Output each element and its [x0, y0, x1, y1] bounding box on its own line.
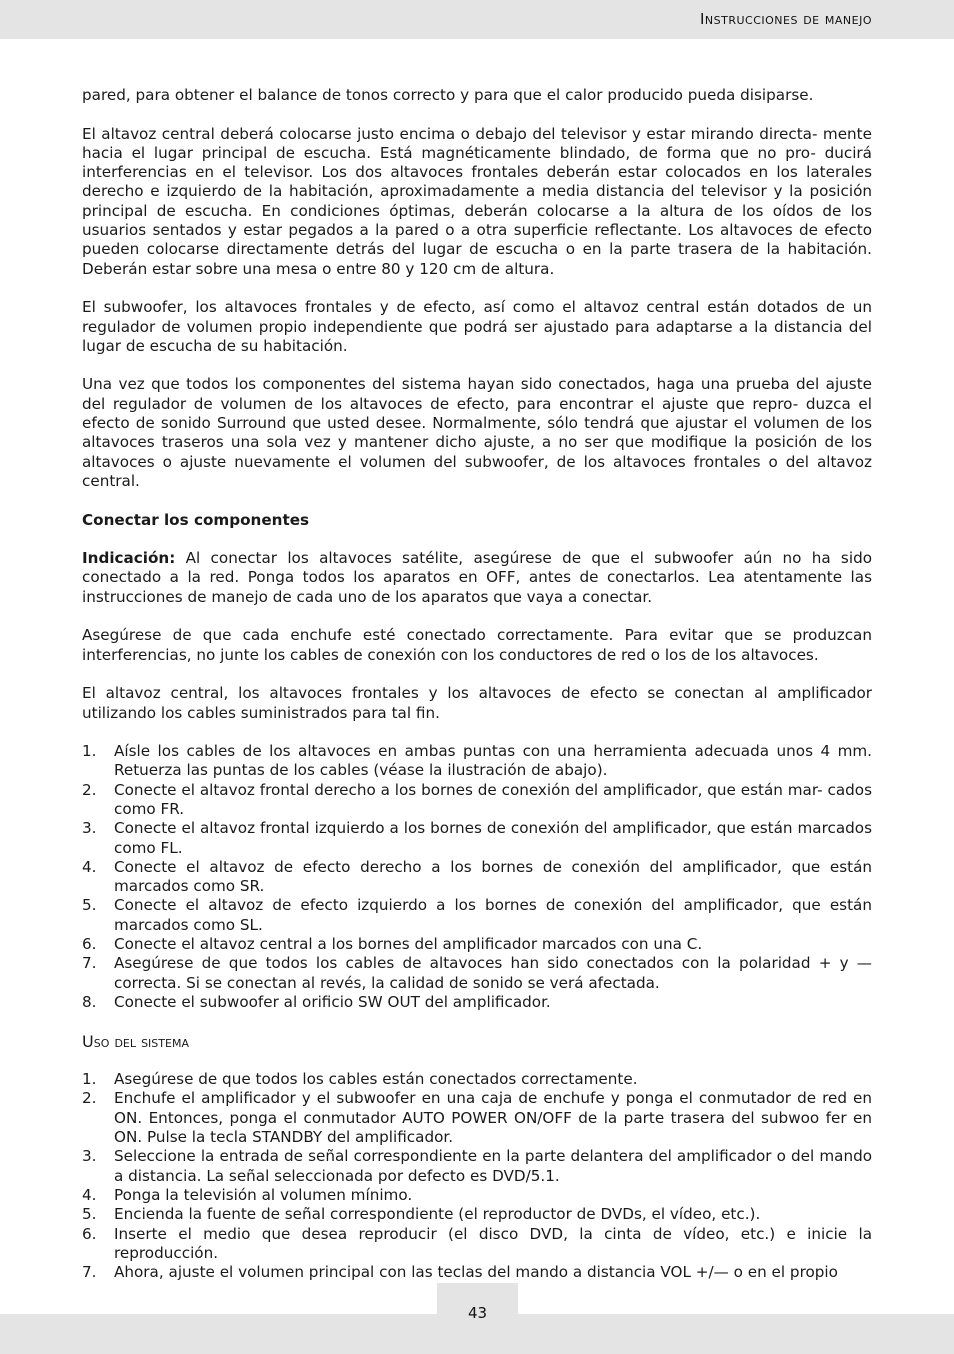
running-header-title: Instrucciones de manejo — [699, 10, 872, 28]
list-number: 2. — [82, 780, 97, 799]
list-text: Asegúrese de que todos los cables de altavoces han sido conectados con la polaridad + y — correcta. Si se conectan al revés, la calidad de sonido se verá afectada. — [114, 954, 872, 992]
list-item — [82, 896, 872, 935]
list-item — [82, 1089, 872, 1147]
list-item — [82, 954, 872, 993]
list-text: Conecte el altavoz de efecto derecho a los bornes de conexión del amplificador, que están marcados como SR. — [114, 857, 872, 896]
paragraph: El altavoz central deberá colocarse justo encima o debajo del televisor y estar mirando directa- mente hacia el lugar principal de escucha. Está magnéticamente blindado, de forma que no pro- ducirá interferencias en el televisor. Los dos altavoces frontales deberán estar colocados en los laterales derecho e izquierdo de la habitación, aproximadamente a media distancia del televisor y la posición principal de escucha. En condiciones óptimas, deberán colocarse a la altura de los oídos de los usuarios sentados y estar pegados a la pared o a otra superficie reflectante. Los altavoces de efecto pueden colocarse directamente detrás del lugar de escucha o en la parte trasera de la habitación. Deberán estar sobre una mesa o entre 80 y 120 cm de altura. — [82, 124, 872, 278]
list-number: 1. — [82, 1070, 97, 1089]
list-text: Seleccione la entrada de señal correspondiente en la parte delantera del amplificador o del mando a distancia. La señal seleccionada por defecto es DVD/5.1. — [114, 1147, 872, 1185]
page-content — [82, 86, 872, 1302]
section-heading-usage: Uso del sistema — [82, 1031, 189, 1051]
list-number: 5. — [82, 1205, 97, 1224]
list-item — [82, 742, 872, 781]
list-item — [82, 781, 872, 820]
list-text: Conecte el altavoz central a los bornes del amplificador marcados con una C. — [114, 935, 703, 954]
subheading-connect: Conectar los componentes — [82, 510, 310, 529]
list-item — [82, 858, 872, 897]
list-item — [82, 819, 872, 858]
paragraph: El altavoz central, los altavoces frontales y los altavoces de efecto se conectan al amplificador utilizando los cables suministrados para tal fin. — [82, 684, 872, 722]
list-text: Aísle los cables de los altavoces en ambas puntas con una herramienta adecuada unos 4 mm. Retuerza las puntas de los cables (véase la ilustración de abajo). — [114, 742, 872, 780]
list-text: Conecte el altavoz frontal izquierdo a los bornes de conexión del amplificador, que están marcados como FL. — [114, 819, 872, 857]
paragraph: pared, para obtener el balance de tonos correcto y para que el calor producido pueda disiparse. — [82, 86, 814, 104]
list-text: Conecte el subwoofer al orificio SW OUT del amplificador. — [114, 992, 551, 1011]
note-label: Indicación: — [82, 549, 176, 568]
page-number: 43 — [467, 1304, 488, 1322]
list-text: Conecte el altavoz frontal derecho a los bornes de conexión del amplificador, que están mar- cados como FR. — [114, 780, 872, 818]
list-number: 7. — [82, 954, 97, 973]
list-text: Asegúrese de que todos los cables están conectados correctamente. — [114, 1070, 638, 1089]
list-number: 1. — [82, 742, 97, 761]
list-item — [82, 1147, 872, 1186]
paragraph: Asegúrese de que cada enchufe esté conectado correctamente. Para evitar que se produzcan interferencias, no junte los cables de conexión con los conductores de red o los de los altavoces. — [82, 626, 872, 664]
usage-steps-list — [82, 1070, 872, 1282]
connect-steps-list — [82, 742, 872, 1012]
list-number: 5. — [82, 896, 97, 915]
list-text: Enchufe el amplificador y el subwoofer en una caja de enchufe y ponga el conmutador de red en ON. Entonces, ponga el conmutador AUTO POWER ON/OFF de la parte trasera del subwoo fer en ON. Pulse la tecla STANDBY del amplificador. — [114, 1089, 872, 1147]
list-text: Encienda la fuente de señal correspondiente (el reproductor de DVDs, el vídeo, etc.). — [114, 1205, 761, 1224]
list-number: 4. — [82, 1185, 97, 1204]
list-number: 8. — [82, 992, 97, 1011]
list-text: Conecte el altavoz de efecto izquierdo a los bornes de conexión del amplificador, que están marcados como SL. — [114, 896, 872, 934]
list-item — [82, 1225, 872, 1264]
list-item — [82, 935, 872, 954]
note-text: Al conectar los altavoces satélite, asegúrese de que el subwoofer aún no ha sido conectado a la red. Ponga todos los aparatos en OFF, antes de conectarlos. Lea atentamente las instrucciones de manejo de cada uno de los aparatos que vaya a conectar. — [82, 549, 872, 606]
list-item — [82, 1263, 872, 1282]
list-text: Ponga la televisión al volumen mínimo. — [114, 1185, 413, 1204]
list-number: 6. — [82, 935, 97, 954]
list-number: 6. — [82, 1224, 97, 1243]
paragraph: El subwoofer, los altavoces frontales y de efecto, así como el altavoz central están dotados de un regulador de volumen propio independiente que podrá ser ajustado para adaptarse a la distancia del lugar de escucha de su habitación. — [82, 298, 872, 355]
list-number: 3. — [82, 1147, 97, 1166]
list-number: 2. — [82, 1089, 97, 1108]
list-number: 3. — [82, 819, 97, 838]
list-number: 7. — [82, 1263, 97, 1282]
list-item — [82, 1205, 872, 1224]
paragraph: Una vez que todos los componentes del sistema hayan sido conectados, haga una prueba del ajuste del regulador de volumen de los altavoces de efecto, para encontrar el ajuste que repro- duzca el efecto de sonido Surround que usted desee. Normalmente, sólo tendrá que ajustar el volumen de los altavoces traseros una sola vez y mantener dicho ajuste, a no ser que modifique la posición de los altavoces o ajuste nuevamente el volumen del subwoofer, de los altavoces frontales o del altavoz central. — [82, 375, 872, 490]
list-number: 4. — [82, 857, 97, 876]
list-text: Ahora, ajuste el volumen principal con las teclas del mando a distancia VOL +/— o en el propio — [114, 1263, 838, 1282]
list-item — [82, 1070, 872, 1089]
list-item — [82, 993, 872, 1012]
list-text: Inserte el medio que desea reproducir (el disco DVD, la cinta de vídeo, etc.) e inicie la reproducción. — [114, 1224, 872, 1262]
header-bar — [0, 0, 954, 39]
note-paragraph — [82, 549, 872, 607]
list-item — [82, 1186, 872, 1205]
